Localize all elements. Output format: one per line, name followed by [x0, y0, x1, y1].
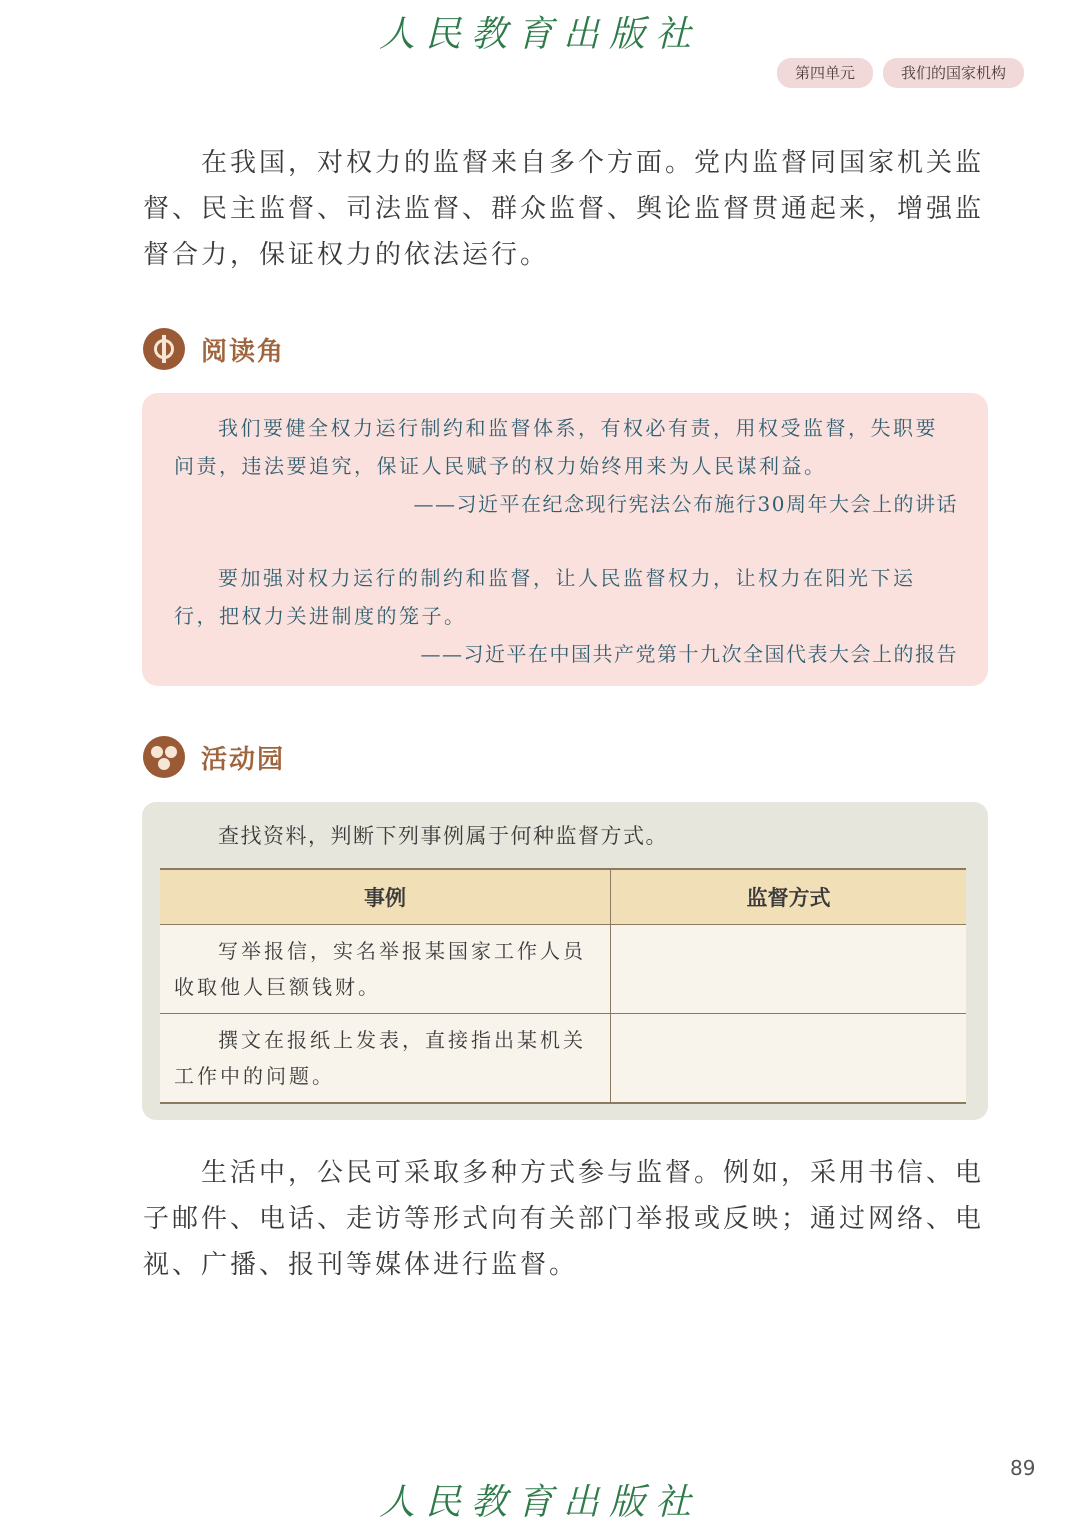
quote-block: [174, 409, 958, 523]
chapter-tags: [777, 58, 1024, 88]
quote-source: ——习近平在中国共产党第十九次全国代表大会上的报告: [420, 642, 958, 666]
example-cell: [160, 925, 611, 1014]
example-text: 写举报信，实名举报某国家工作人员收取他人巨额钱财。: [174, 939, 586, 999]
column-header-method: 监督方式: [611, 869, 967, 925]
column-header-example: 事例: [160, 869, 611, 925]
table-row: [160, 1014, 966, 1104]
quote-text: 我们要健全权力运行制约和监督体系，有权必有责，用权受监督，失职要问责，违法要追究，保证人民赋予的权力始终用来为人民谋利益。: [174, 416, 938, 478]
table-header-row: [160, 869, 966, 925]
publisher-watermark-top: 人民教育出版社: [378, 14, 701, 55]
reading-corner-box: [142, 393, 988, 686]
intro-paragraph: 在我国，对权力的监督来自多个方面。党内监督同国家机关监督、民主监督、司法监督、群众监督、舆论监督贯通起来，增强监督合力，保证权力的依法运行。: [143, 148, 985, 270]
chapter-tag: 我们的国家机构: [883, 58, 1024, 88]
quote-block: [174, 559, 958, 673]
book-icon: [143, 328, 185, 370]
unit-tag: 第四单元: [777, 58, 873, 88]
activity-garden-title: 活动园: [201, 744, 286, 775]
activity-box: [142, 802, 988, 1120]
hands-icon: [143, 736, 185, 778]
answer-cell[interactable]: [611, 1014, 967, 1104]
closing-paragraph: 生活中，公民可采取多种方式参与监督。例如，采用书信、电子邮件、电话、走访等形式向有关部门举报或反映；通过网络、电视、广播、报刊等媒体进行监督。: [143, 1158, 985, 1280]
activity-instruction: 查找资料，判断下列事例属于何种监督方式。: [218, 824, 668, 848]
reading-corner-title: 阅读角: [201, 336, 286, 367]
reading-corner-heading: [143, 328, 285, 370]
example-text: 撰文在报纸上发表，直接指出某机关工作中的问题。: [174, 1028, 586, 1088]
example-cell: [160, 1014, 611, 1104]
page-number: 89: [1010, 1456, 1036, 1480]
answer-cell[interactable]: [611, 925, 967, 1014]
quote-source: ——习近平在纪念现行宪法公布施行30周年大会上的讲话: [413, 492, 958, 516]
activity-garden-heading: [143, 736, 285, 778]
publisher-watermark-bottom: 人民教育出版社: [378, 1482, 701, 1523]
activity-table: [160, 868, 966, 1104]
quote-text: 要加强对权力运行的制约和监督，让人民监督权力，让权力在阳光下运行，把权力关进制度的笼子。: [174, 566, 916, 628]
table-row: [160, 925, 966, 1014]
